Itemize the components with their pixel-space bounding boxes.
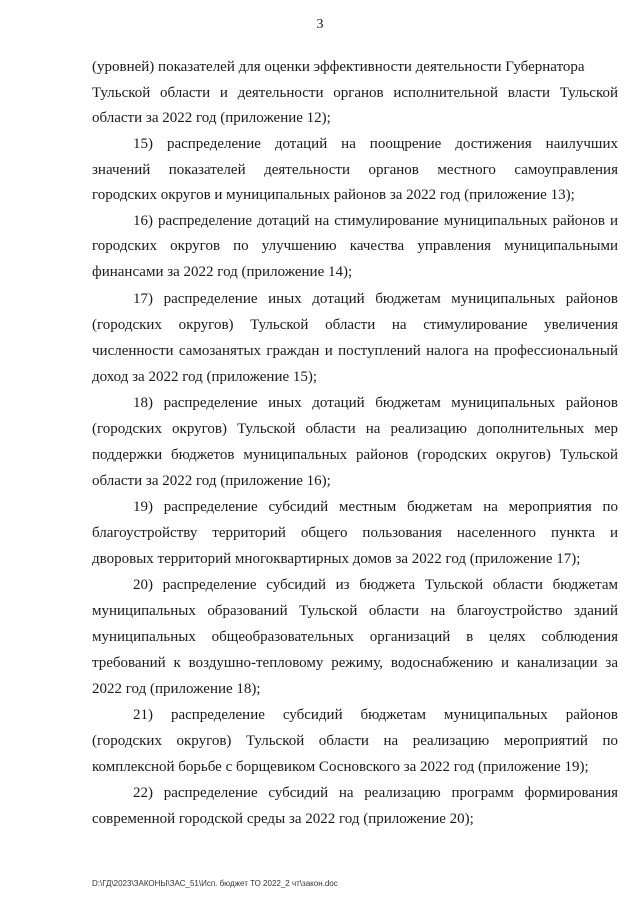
paragraph-21-start: 21) распределение субсидий бюджетам муниципальных районов xyxy=(133,707,618,723)
text-line: (городских округов) Тульской области на реализацию мероприятий по xyxy=(92,733,618,749)
text-line: комплексной борьбе с борщевиком Сосновского за 2022 год (приложение 19); xyxy=(92,759,589,775)
paragraph-15-start: 15) распределение дотаций на поощрение достижения наилучших xyxy=(133,136,618,152)
paragraph-20-start: 20) распределение субсидий из бюджета Тульской области бюджетам xyxy=(133,577,618,593)
text-line: области за 2022 год (приложение 12); xyxy=(92,110,331,126)
text-line: городских округов по улучшению качества управления муниципальными xyxy=(92,238,618,254)
text-line: 2022 год (приложение 18); xyxy=(92,681,261,697)
paragraph-22-start: 22) распределение субсидий на реализацию программ формирования xyxy=(133,785,618,801)
text-line: муниципальных образований Тульской области на благоустройство зданий xyxy=(92,603,618,619)
text-line: (городских округов) Тульской области на реализацию дополнительных мер xyxy=(92,421,618,437)
text-line: дворовых территорий многоквартирных домов за 2022 год (приложение 17); xyxy=(92,551,581,567)
paragraph-19-start: 19) распределение субсидий местным бюджетам на мероприятия по xyxy=(133,499,618,515)
text-line: области за 2022 год (приложение 16); xyxy=(92,473,331,489)
text-line: благоустройству территорий общего пользования населенного пункта и xyxy=(92,525,618,541)
text-line: Тульской области и деятельности органов исполнительной власти Тульской xyxy=(92,85,618,101)
file-path-footer: D:\ГД\2023\ЗАКОНЫ\ЗАС_51\Исп. бюджет ТО 2022_2 чт\закон.doc xyxy=(92,879,338,888)
text-line: (уровней) показателей для оценки эффективности деятельности Губернатора xyxy=(92,59,585,75)
text-line: численности самозанятых граждан и поступлений налога на профессиональный xyxy=(92,343,618,359)
paragraph-16-start: 16) распределение дотаций на стимулирование муниципальных районов и xyxy=(133,213,618,229)
text-line: требований к воздушно-тепловому режиму, водоснабжению и канализации за xyxy=(92,655,618,671)
text-line: (городских округов) Тульской области на стимулирование увеличения xyxy=(92,317,618,333)
text-line: поддержки бюджетов муниципальных районов (городских округов) Тульской xyxy=(92,447,618,463)
text-line: значений показателей деятельности органов местного самоуправления xyxy=(92,162,618,178)
paragraph-18-start: 18) распределение иных дотаций бюджетам муниципальных районов xyxy=(133,395,618,411)
page-number: 3 xyxy=(316,17,324,32)
text-line: финансами за 2022 год (приложение 14); xyxy=(92,264,353,280)
paragraph-17-start: 17) распределение иных дотаций бюджетам муниципальных районов xyxy=(133,291,618,307)
text-line: современной городской среды за 2022 год (приложение 20); xyxy=(92,811,474,827)
text-line: городских округов и муниципальных районов за 2022 год (приложение 13); xyxy=(92,187,575,203)
text-line: доход за 2022 год (приложение 15); xyxy=(92,369,318,385)
text-line: муниципальных общеобразовательных организаций в целях соблюдения xyxy=(92,629,618,645)
